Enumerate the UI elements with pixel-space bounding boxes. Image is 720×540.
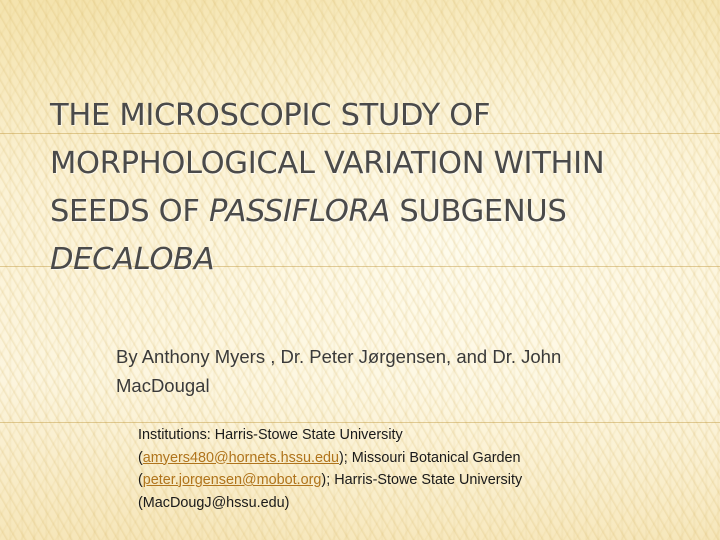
title-genus-italic: PASSIFLORA [209, 194, 391, 229]
institutions-text [138, 424, 558, 514]
title-text: SUBGENUS [390, 194, 567, 229]
institutions-text-3: ); Harris-Stowe State University (MacDougJ@hssu.edu) [138, 472, 523, 511]
slide-title [50, 92, 670, 284]
title-subgenus-italic: DECALOBA [50, 242, 215, 277]
email-link-jorgensen[interactable]: peter.jorgensen@mobot.org [142, 472, 322, 488]
institutions-label: Institutions: Harris-Stowe State University ( [138, 427, 403, 466]
author-byline: By Anthony Myers , Dr. Peter Jørgensen, and Dr. John MacDougal [116, 346, 562, 396]
title-text: THE MICROSCOPIC STUDY OF MORPHOLOGICAL VARIATION WITHIN SEEDS OF [50, 98, 605, 229]
background-rule-line [0, 422, 720, 423]
email-link-myers[interactable]: amyers480@hornets.hssu.edu [142, 449, 339, 466]
institutions-text-2: ); Missouri Botanical Garden ( [138, 449, 521, 488]
